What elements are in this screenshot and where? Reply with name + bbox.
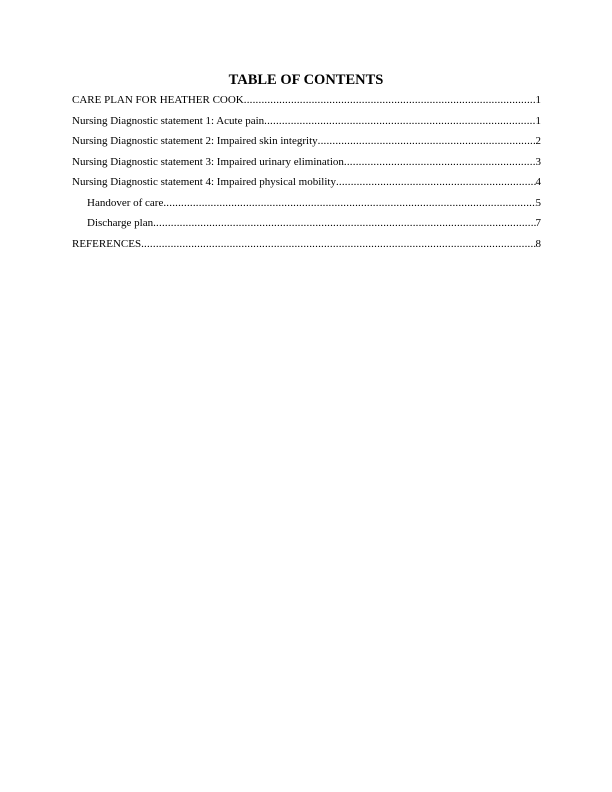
toc-entry-diagnostic-3[interactable]	[72, 155, 541, 176]
toc-entry-text: REFERENCES	[72, 237, 142, 250]
toc-entry-text: Discharge plan	[87, 217, 154, 229]
toc-dot-leader	[318, 134, 536, 148]
toc-entry-discharge-plan[interactable]	[72, 216, 541, 237]
toc-entry-care-plan[interactable]	[72, 93, 541, 114]
toc-page-number: 8	[535, 237, 541, 250]
toc-page-number: 1	[535, 94, 541, 106]
toc-entry-diagnostic-4[interactable]	[72, 175, 541, 196]
toc-entry-text: Nursing Diagnostic statement 4: Impaired physical mobility	[72, 176, 336, 188]
toc-entry-text: CARE PLAN FOR HEATHER COOK	[72, 94, 244, 106]
toc-entry-references[interactable]	[72, 237, 541, 258]
toc-page-number: 1	[535, 114, 541, 127]
toc-dot-leader	[244, 93, 536, 107]
toc-entry-diagnostic-1[interactable]	[72, 114, 541, 135]
toc-entry-handover-of-care[interactable]	[72, 196, 541, 217]
toc-dot-leader	[153, 216, 535, 230]
toc-dot-leader	[336, 175, 536, 189]
toc-title: TABLE OF CONTENTS	[228, 72, 384, 88]
toc-entry-diagnostic-2[interactable]	[72, 134, 541, 155]
toc-entry-text: Nursing Diagnostic statement 3: Impaired urinary elimination	[72, 155, 344, 168]
toc-entry-text: Handover of care	[87, 196, 164, 209]
toc-entry-text: Nursing Diagnostic statement 2: Impaired skin integrity	[72, 135, 318, 147]
toc-entry-text: Nursing Diagnostic statement 1: Acute pain	[72, 114, 265, 127]
toc-page-number: 5	[535, 196, 541, 209]
toc-page-number: 2	[535, 135, 541, 147]
toc-list	[72, 93, 541, 257]
toc-page-number: 3	[535, 155, 541, 168]
toc-page-number: 4	[535, 176, 541, 188]
toc-page-number: 7	[535, 217, 541, 229]
toc-dot-leader	[264, 114, 535, 128]
toc-dot-leader	[141, 237, 535, 251]
toc-dot-leader	[344, 155, 536, 169]
toc-dot-leader	[163, 196, 535, 210]
